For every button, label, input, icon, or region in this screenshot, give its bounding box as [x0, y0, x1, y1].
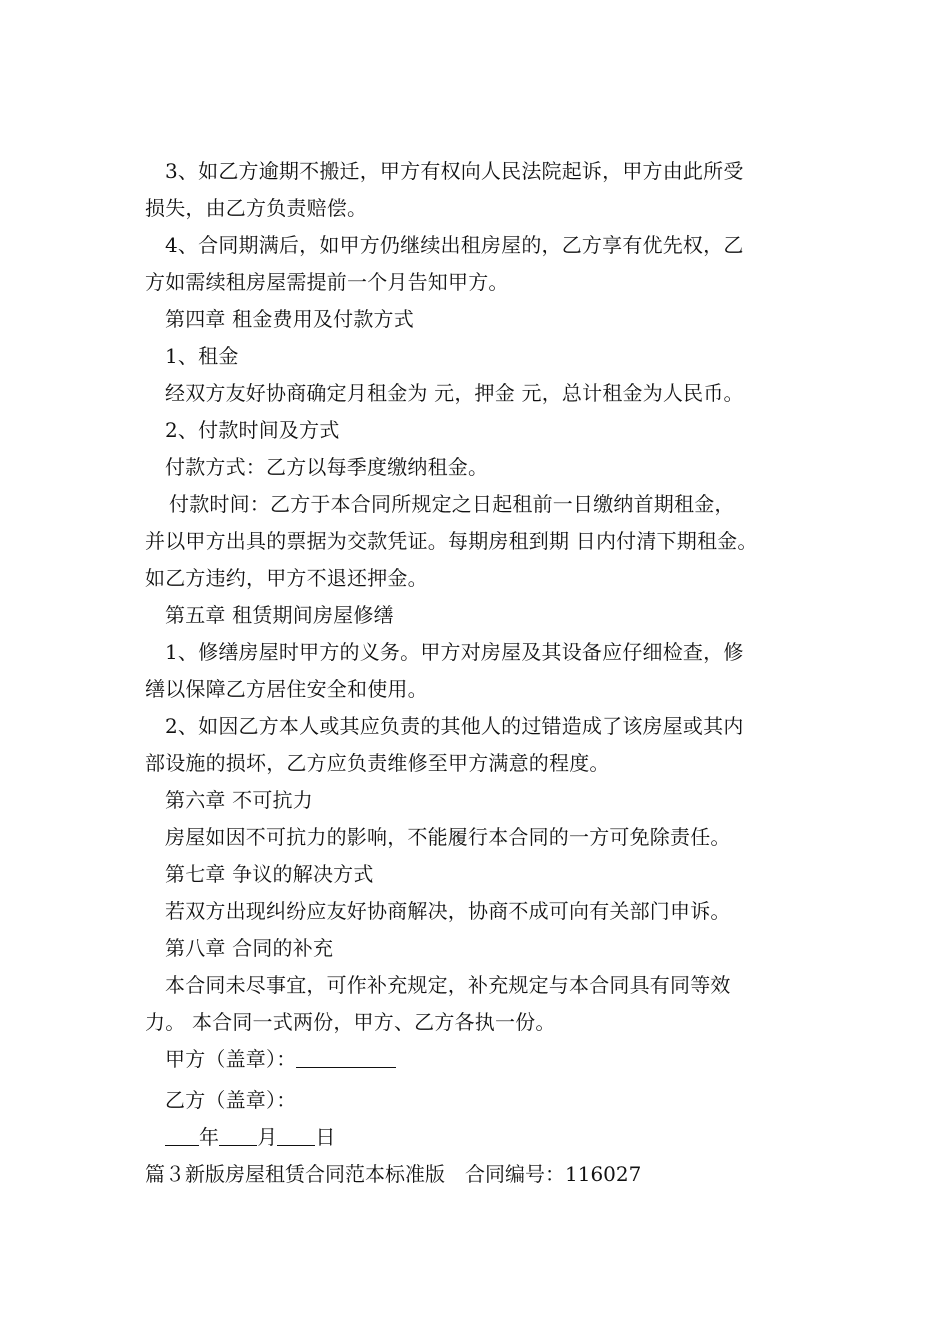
- repair-clause-1: 1、修缮房屋时甲方的义务。甲方对房屋及其设备应仔细检查，修: [165, 640, 744, 664]
- year-label: 年: [199, 1125, 220, 1149]
- supplement-paragraph-cont: 力。 本合同一式两份，甲方、乙方各执一份。: [145, 1010, 556, 1034]
- next-contract-header: [145, 1156, 810, 1193]
- party-a-label: 甲方（盖章）：: [165, 1047, 297, 1071]
- section-payment-heading: 2、付款时间及方式: [165, 418, 340, 442]
- repair-clause-2: 2、如因乙方本人或其应负责的其他人的过错造成了该房屋或其内: [165, 714, 744, 738]
- party-b-label: 乙方（盖章）：: [165, 1088, 297, 1112]
- supplement-paragraph: 本合同未尽事宜，可作补充规定，补充规定与本合同具有同等效: [165, 973, 731, 997]
- chapter-6-heading: 第六章 不可抗力: [165, 788, 313, 812]
- clause-4: 4、合同期满后，如甲方仍继续出租房屋的，乙方享有优先权，乙: [165, 233, 744, 257]
- repair-clause-1-cont: 缮以保障乙方居住安全和使用。: [145, 677, 428, 701]
- clause-3: 3、如乙方逾期不搬迁，甲方有权向人民法院起诉，甲方由此所受: [165, 159, 744, 183]
- party-a-signature-blank: [296, 1047, 396, 1068]
- force-majeure-paragraph: 房屋如因不可抗力的影响，不能履行本合同的一方可免除责任。: [165, 825, 731, 849]
- chapter-8-heading: 第八章 合同的补充: [165, 936, 334, 960]
- year-blank: [165, 1125, 199, 1146]
- clause-4-cont: 方如需续租房屋需提前一个月告知甲方。: [145, 270, 509, 294]
- chapter-5-heading: 第五章 租赁期间房屋修缮: [165, 603, 394, 627]
- next-contract-title: 篇３新版房屋租赁合同范本标准版: [145, 1162, 445, 1186]
- dispute-paragraph: 若双方出现纠纷应友好协商解决，协商不成可向有关部门申诉。: [165, 899, 731, 923]
- payment-time: 付款时间：乙方于本合同所规定之日起租前一日缴纳首期租金，: [169, 492, 735, 516]
- contract-body: [145, 153, 810, 1193]
- payment-time-cont: 并以甲方出具的票据为交款凭证。每期房租到期 日内付清下期租金。: [145, 529, 758, 553]
- party-a-signature: [145, 1041, 810, 1078]
- day-blank: [277, 1125, 315, 1146]
- month-label: 月: [257, 1125, 278, 1149]
- repair-clause-2-cont: 部设施的损坏，乙方应负责维修至甲方满意的程度。: [145, 751, 610, 775]
- chapter-4-heading: 第四章 租金费用及付款方式: [165, 307, 414, 331]
- payment-time-cont-2: 如乙方违约，甲方不退还押金。: [145, 566, 428, 590]
- clause-3-cont: 损失，由乙方负责赔偿。: [145, 196, 368, 220]
- rent-paragraph: 经双方友好协商确定月租金为 元，押金 元，总计租金为人民币。: [165, 381, 744, 405]
- month-blank: [219, 1125, 257, 1146]
- party-b-signature: [145, 1082, 810, 1119]
- day-label: 日: [315, 1125, 336, 1149]
- payment-method: 付款方式：乙方以每季度缴纳租金。: [165, 455, 489, 479]
- contract-number: 合同编号：116027: [465, 1162, 642, 1186]
- date-line: [145, 1119, 810, 1156]
- section-rent-heading: 1、租金: [165, 344, 239, 368]
- chapter-7-heading: 第七章 争议的解决方式: [165, 862, 374, 886]
